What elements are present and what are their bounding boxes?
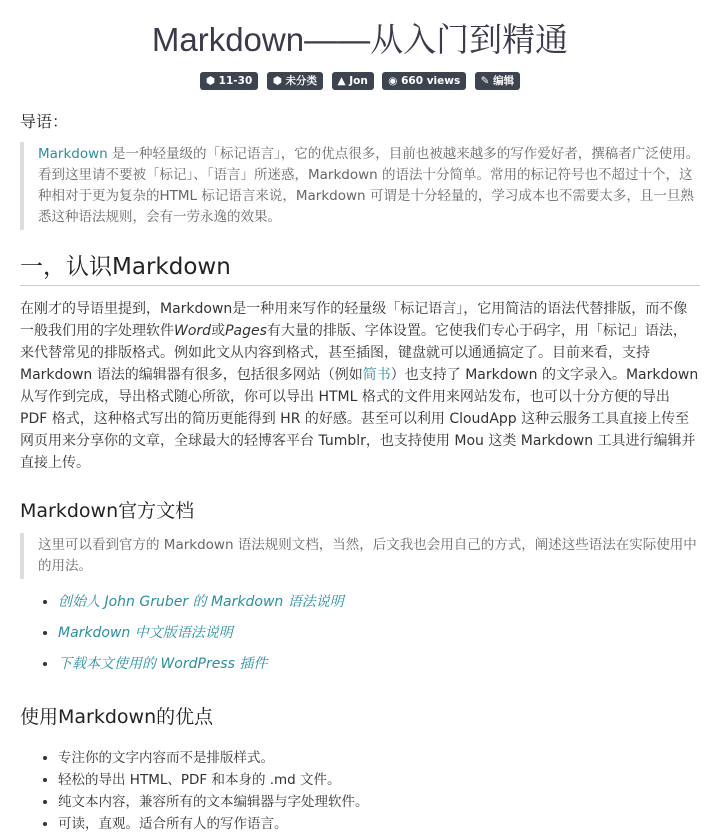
- tag-icon: ⬢: [205, 75, 219, 87]
- page-title: Markdown——从入门到精通: [151, 21, 569, 58]
- list-item: • 专注你的文字内容而不是排版样式。: [58, 747, 700, 769]
- edit-button[interactable]: ✎ 编辑: [475, 72, 520, 90]
- section-heading: 一，认识Markdown: [20, 248, 700, 286]
- intro-paragraph: 在刚才的导语里提到，Markdown是一种用来写作的轻量级「标记语言」，它用简洁的语法代替排版，而不像一般我们用的字处理软件Word或Pages有大量的排版、字体设置。它使我们专心于码字，用「标记」语法，来代替常见的排版格式。例如此文从内容到格式，甚至插图，键盘就可以通通搞定了。目前来看，支持 Markdown 语法的编辑器有很多，包括很多网站（例如简书）也支持了 Markdown 的文字录入。Markdown 从写作到完成，导出格式随心所欲，你可以导出 HTML 格式的文件用来网站发布，也可以十分方便的导出 PDF 格式，这种格式写出的简历更能得到 HR 的好感。甚至可以利用 CloudApp 这种云服务工具直接上传至网页用来分享你的文章，全球最大的轻博客平台 Tumblr，也支持使用 Mou 这类 Markdown 工具进行编辑并直接上传。: [20, 301, 699, 471]
- date-tag[interactable]: ⬢ 11-30: [200, 72, 258, 90]
- edit-icon: ✎: [480, 75, 494, 87]
- list-item: [58, 618, 700, 649]
- list-item: [58, 649, 700, 680]
- gruber-syntax-link[interactable]: 创始人 John Gruber 的 Markdown 语法说明: [58, 594, 344, 610]
- markdown-link[interactable]: Markdown: [38, 146, 108, 162]
- author-tag[interactable]: ▲ Jon: [332, 72, 374, 90]
- list-item: [58, 587, 700, 618]
- views-tag: ◉ 660 views: [382, 72, 466, 90]
- wordpress-plugin-link[interactable]: 下载本文使用的 WordPress 插件: [58, 656, 268, 672]
- docs-links: [58, 587, 700, 680]
- list-item: • 纯文本内容，兼容所有的文本编辑器与字处理软件。: [58, 791, 700, 813]
- docs-quote: 这里可以看到官方的 Markdown 语法规则文档，当然，后文我也会用自己的方式，阐述这些语法在实际使用中的用法。: [20, 533, 700, 579]
- list-item: • 可读，直观。适合所有人的写作语言。: [58, 813, 700, 835]
- category-tag[interactable]: ⬢ 未分类: [267, 72, 323, 90]
- list-item: • 轻松的导出 HTML、PDF 和本身的 .md 文件。: [58, 769, 700, 791]
- user-icon: ▲: [337, 75, 350, 87]
- tag-icon: ⬢: [272, 75, 286, 87]
- meta-tags: [20, 72, 700, 94]
- advantages-heading: 使用Markdown的优点: [20, 706, 214, 728]
- advantages-list: [58, 747, 700, 835]
- lead-heading: 导语：: [20, 112, 69, 131]
- eye-icon: ◉: [388, 75, 402, 87]
- jianshu-link[interactable]: 简书: [362, 367, 391, 383]
- docs-heading: Markdown官方文档: [20, 500, 195, 522]
- chinese-syntax-link[interactable]: Markdown 中文版语法说明: [58, 625, 233, 641]
- lead-quote: Markdown 是一种轻量级的「标记语言」，它的优点很多，目前也被越来越多的写作爱好者，撰稿者广泛使用。看到这里请不要被「标记」、「语言」所迷惑，Markdown 的语法十分简单。常用的标记符号也不超过十个，这种相对于更为复杂的HTML 标记语言来说，Markdown 可谓是十分轻量的，学习成本也不需要太多，且一旦熟悉这种语法规则，会有一劳永逸的效果。: [20, 142, 700, 230]
